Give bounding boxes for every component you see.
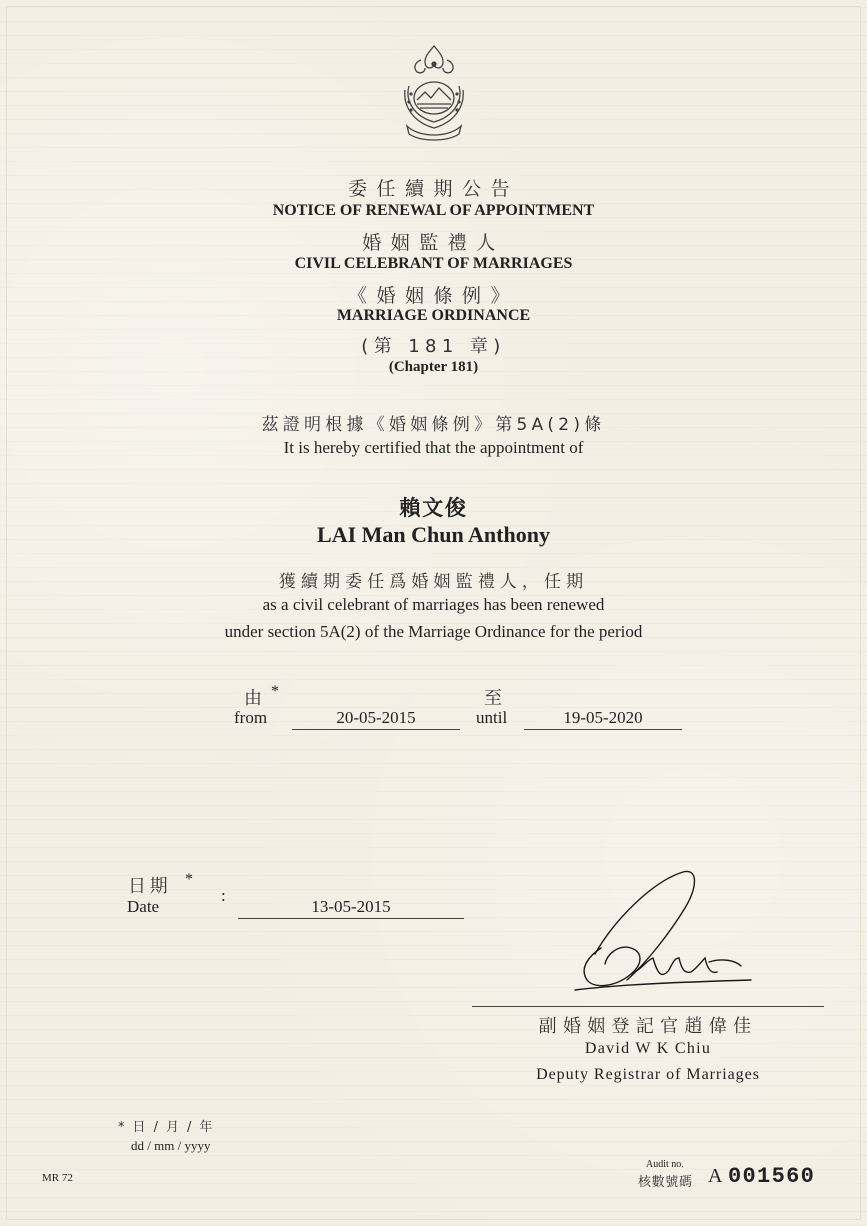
issue-date-underline <box>238 918 464 919</box>
renewed-en-2: under section 5A(2) of the Marriage Ordinance for the period <box>224 622 643 641</box>
regional-emblem-icon <box>395 42 473 142</box>
title-en: NOTICE OF RENEWAL OF APPOINTMENT <box>272 202 595 219</box>
signature-line <box>472 1006 824 1007</box>
renewed-en-1: as a civil celebrant of marriages has been renewed <box>262 595 605 614</box>
date-format-zh: * 日 / 月 / 年 <box>118 1120 215 1135</box>
date-colon: : <box>221 886 226 905</box>
role-en: CIVIL CELEBRANT OF MARRIAGES <box>294 255 573 272</box>
date-label-zh: 日期 <box>128 876 172 897</box>
from-label-en: from <box>234 708 268 727</box>
holder-name-zh: 賴文俊 <box>399 496 468 520</box>
renewed-zh: 獲續期委任爲婚姻監禮人，任期 <box>278 572 589 592</box>
from-date-value: 20-05-2015 <box>336 708 416 727</box>
date-format-en: dd / mm / yyyy <box>131 1138 211 1153</box>
until-date-value: 19-05-2020 <box>563 708 643 727</box>
title-zh: 委任續期公告 <box>347 178 519 200</box>
audit-number: 001560 <box>728 1164 816 1189</box>
chapter-zh: (第 181 章) <box>361 336 506 357</box>
audit-prefix: A <box>708 1165 723 1187</box>
until-label-zh: 至 <box>484 688 502 709</box>
date-label-en: Date <box>127 897 160 916</box>
holder-name-en: LAI Man Chun Anthony <box>317 522 550 547</box>
audit-label-zh: 核數號碼 <box>638 1175 693 1190</box>
form-code: MR 72 <box>42 1172 73 1184</box>
role-zh: 婚姻監禮人 <box>362 232 505 254</box>
certify-zh: 茲證明根據《婚姻條例》第5A(2)條 <box>261 415 606 435</box>
from-star: * <box>271 683 279 700</box>
issue-date-value: 13-05-2015 <box>311 897 391 916</box>
signatory-title-en: Deputy Registrar of Marriages <box>536 1066 760 1083</box>
audit-label-en: Audit no. <box>646 1159 684 1170</box>
handwritten-signature <box>565 862 765 1002</box>
from-date-underline <box>292 729 460 730</box>
chapter-en: (Chapter 181) <box>388 359 479 375</box>
ordinance-en: MARRIAGE ORDINANCE <box>336 307 531 324</box>
date-star: * <box>185 871 193 888</box>
until-date-underline <box>524 729 682 730</box>
until-label-en: until <box>476 708 508 727</box>
from-label-zh: 由 <box>244 688 262 709</box>
ordinance-zh: 《婚姻條例》 <box>347 285 519 307</box>
signatory-name-en: David W K Chiu <box>584 1040 712 1057</box>
signatory-title-zh: 副婚姻登記官趙偉佳 <box>538 1016 758 1037</box>
certify-en: It is hereby certified that the appointment of <box>283 438 584 457</box>
